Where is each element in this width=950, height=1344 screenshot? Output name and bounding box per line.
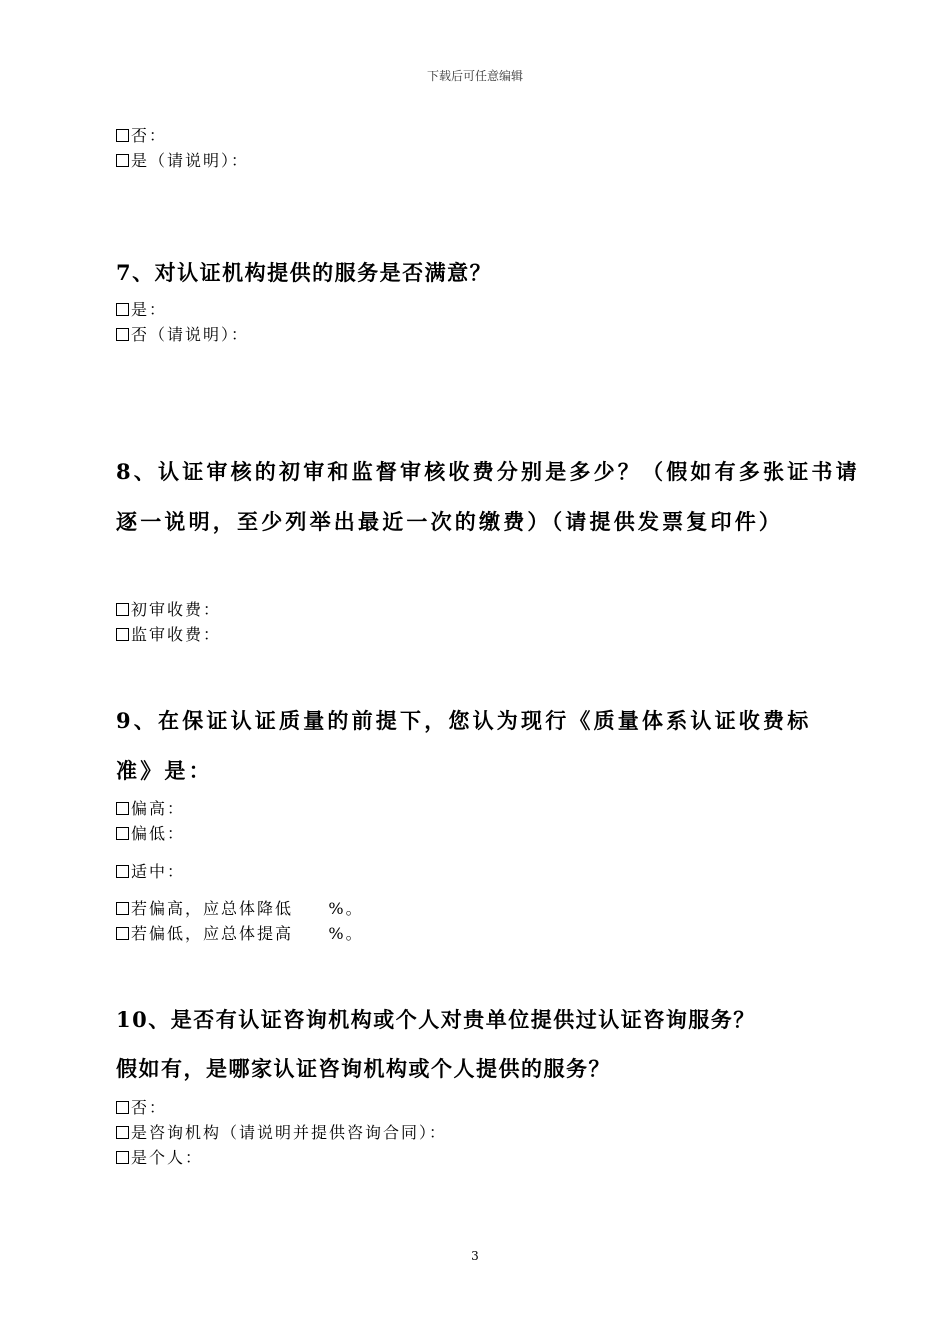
option-q8-initial-fee[interactable] <box>116 600 221 620</box>
option-label: 若偏高，应总体降低 %。 <box>131 899 364 918</box>
option-label: 若偏低，应总体提高 %。 <box>131 924 364 943</box>
option-label: 否： <box>131 126 168 145</box>
checkbox[interactable] <box>116 927 129 940</box>
option-label: 监审收费： <box>131 625 222 644</box>
option-label: 是咨询机构（请说明并提供咨询合同）： <box>131 1123 448 1142</box>
option-q9-low[interactable] <box>116 824 185 844</box>
option-label: 初审收费： <box>131 600 222 619</box>
page-number: 3 <box>471 1249 479 1263</box>
option-label: 偏高： <box>131 799 186 818</box>
option-q8-surveillance-fee[interactable] <box>116 625 221 645</box>
page-header: 下载后可任意编辑 <box>426 69 523 83</box>
option-label: 是（请说明）： <box>131 151 250 170</box>
question-10-title-line2: 假如有，是哪家认证咨询机构或个人提供的服务？ <box>116 1056 611 1081</box>
question-9-title-line2: 准》是： <box>116 758 213 783</box>
question-9-title-line1: 9、在保证认证质量的前提下，您认为现行《质量体系认证收费标 <box>116 708 812 733</box>
checkbox[interactable] <box>116 1126 129 1139</box>
option-q10-no[interactable] <box>116 1098 167 1118</box>
question-8-title-line1: 8、认证审核的初审和监督审核收费分别是多少？（假如有多张证书请 <box>116 459 860 484</box>
option-label: 是： <box>131 300 168 319</box>
checkbox[interactable] <box>116 1151 129 1164</box>
checkbox[interactable] <box>116 328 129 341</box>
option-q7-yes[interactable] <box>116 300 167 320</box>
checkbox[interactable] <box>116 603 129 616</box>
checkbox[interactable] <box>116 129 129 142</box>
question-10-title-line1: 10、是否有认证咨询机构或个人对贵单位提供过认证咨询服务？ <box>116 1007 756 1032</box>
checkbox[interactable] <box>116 154 129 167</box>
option-q6-yes[interactable] <box>116 151 249 171</box>
checkbox[interactable] <box>116 902 129 915</box>
question-7-title: 7、对认证机构提供的服务是否满意？ <box>116 260 493 285</box>
option-q10-agency[interactable] <box>116 1123 447 1143</box>
checkbox[interactable] <box>116 865 129 878</box>
option-q9-decrease[interactable] <box>116 899 364 919</box>
question-8-title-line2: 逐一说明，至少列举出最近一次的缴费）（请提供发票复印件） <box>116 509 784 534</box>
option-label: 否： <box>131 1098 168 1117</box>
checkbox[interactable] <box>116 802 129 815</box>
option-q10-individual[interactable] <box>116 1148 203 1168</box>
option-label: 否（请说明）： <box>131 325 250 344</box>
option-label: 适中： <box>131 862 186 881</box>
checkbox[interactable] <box>116 1101 129 1114</box>
checkbox[interactable] <box>116 827 129 840</box>
option-q9-moderate[interactable] <box>116 862 185 882</box>
option-q9-high[interactable] <box>116 799 185 819</box>
option-q7-no[interactable] <box>116 325 249 345</box>
checkbox[interactable] <box>116 628 129 641</box>
checkbox[interactable] <box>116 303 129 316</box>
option-label: 偏低： <box>131 824 186 843</box>
option-label: 是个人： <box>131 1148 204 1167</box>
option-q6-no[interactable] <box>116 126 167 146</box>
option-q9-increase[interactable] <box>116 924 364 944</box>
